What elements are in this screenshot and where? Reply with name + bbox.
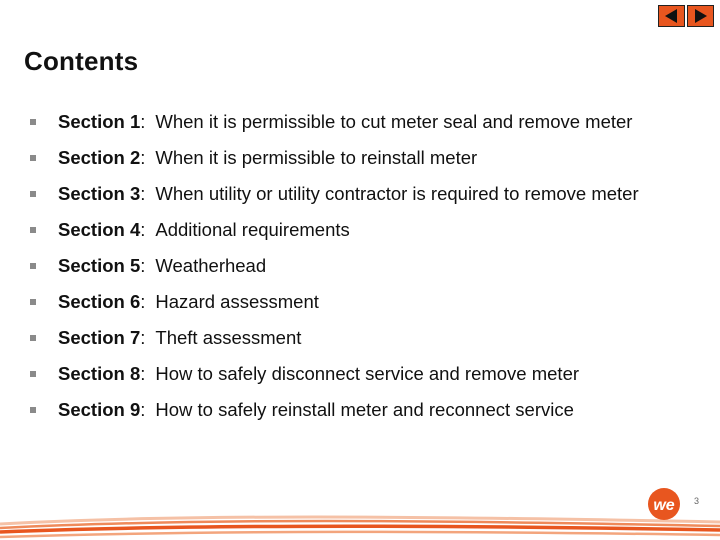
right-triangle-icon — [688, 6, 713, 26]
section-title: Additional requirements — [155, 219, 350, 240]
contents-list — [30, 104, 639, 428]
section-number: Section 6 — [58, 291, 141, 312]
list-item — [30, 212, 639, 248]
bullet-icon — [30, 299, 36, 305]
bullet-icon — [30, 119, 36, 125]
next-slide-button[interactable] — [687, 5, 714, 27]
section-title: How to safely reinstall meter and reconnect service — [155, 399, 574, 420]
left-triangle-icon — [659, 6, 684, 26]
page-title: Contents — [24, 46, 139, 76]
list-item — [30, 140, 639, 176]
list-item — [30, 392, 639, 428]
section-title: How to safely disconnect service and remove meter — [155, 363, 580, 384]
bullet-icon — [30, 263, 36, 269]
colon: : — [140, 219, 146, 240]
bullet-icon — [30, 191, 36, 197]
bullet-icon — [30, 155, 36, 161]
section-number: Section 3 — [58, 183, 141, 204]
colon: : — [140, 183, 146, 204]
page-number: 3 — [694, 496, 700, 506]
section-number: Section 1 — [58, 111, 141, 132]
colon: : — [140, 327, 146, 348]
section-title: Weatherhead — [155, 255, 267, 276]
list-item — [30, 356, 639, 392]
section-number: Section 4 — [58, 219, 141, 240]
colon: : — [140, 291, 146, 312]
section-number: Section 5 — [58, 255, 141, 276]
colon: : — [140, 111, 146, 132]
list-item — [30, 176, 639, 212]
svg-text:we: we — [653, 497, 675, 514]
section-title: Theft assessment — [155, 327, 302, 348]
section-number: Section 7 — [58, 327, 141, 348]
section-title: When utility or utility contractor is required to remove meter — [155, 183, 639, 204]
section-number: Section 2 — [58, 147, 141, 168]
list-item — [30, 284, 639, 320]
list-item — [30, 104, 639, 140]
list-item — [30, 320, 639, 356]
section-title: Hazard assessment — [155, 291, 319, 312]
footer-swoosh — [0, 470, 720, 540]
section-number: Section 8 — [58, 363, 141, 384]
previous-slide-button[interactable] — [658, 5, 685, 27]
bullet-icon — [30, 371, 36, 377]
bullet-icon — [30, 227, 36, 233]
list-item — [30, 248, 639, 284]
slide-navigation — [658, 5, 714, 27]
colon: : — [140, 363, 146, 384]
bullet-icon — [30, 335, 36, 341]
section-title: When it is permissible to reinstall meter — [155, 147, 478, 168]
bullet-icon — [30, 407, 36, 413]
colon: : — [140, 255, 146, 276]
colon: : — [140, 147, 146, 168]
section-title: When it is permissible to cut meter seal and remove meter — [155, 111, 633, 132]
section-number: Section 9 — [58, 399, 141, 420]
colon: : — [140, 399, 146, 420]
we-energies-logo — [648, 488, 680, 520]
